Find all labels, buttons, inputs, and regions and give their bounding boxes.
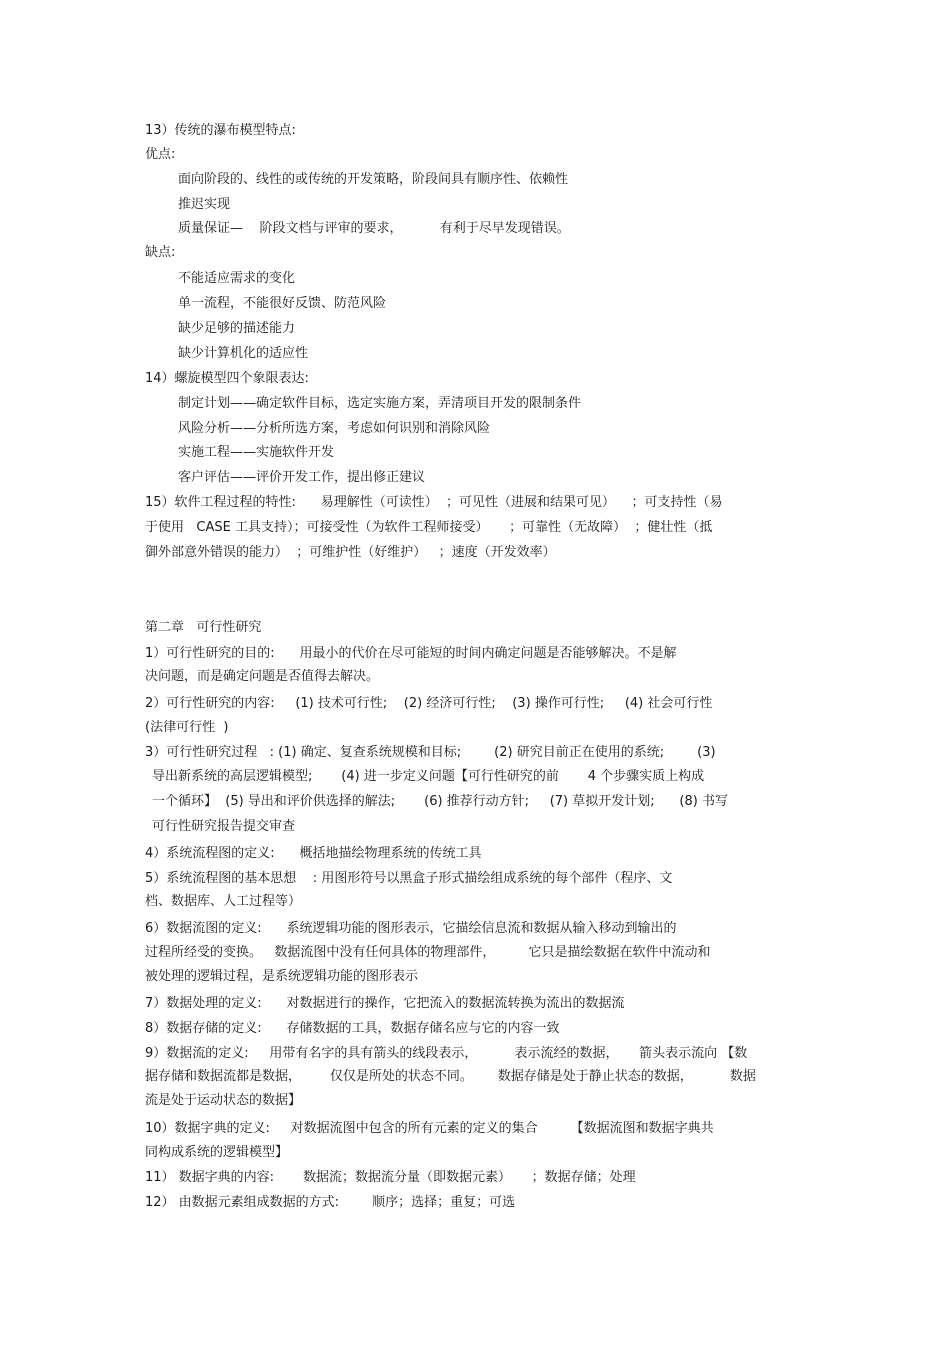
pro-item-2: 推迟实现 xyxy=(178,197,231,212)
paragraph-15-line-1: 15）软件工程过程的特性: 易理解性（可读性） ；可见性（进展和结果可见） ；可支持性（易 xyxy=(145,495,723,510)
item-5-line-1: 5）系统流程图的基本思想 : 用图形符号以黑盒子形式描绘组成系统的每个部件（程序、文 xyxy=(145,871,673,886)
spiral-item-1: 制定计划——确定软件目标，选定实施方案，弄清项目开发的限制条件 xyxy=(178,396,582,411)
item-3-line-4: 可行性研究报告提交审查 xyxy=(152,819,296,834)
spiral-item-3: 实施工程——实施软件开发 xyxy=(178,445,335,460)
item-6-line-2: 过程所经受的变换。 数据流图中没有任何具体的物理部件， 它只是描绘数据在软件中流动和 xyxy=(145,945,711,960)
item-4: 4）系统流程图的定义: 概括地描绘物理系统的传统工具 xyxy=(145,846,482,861)
spiral-item-4: 客户评估——评价开发工作，提出修正建议 xyxy=(178,470,426,485)
item-6-line-3: 被处理的逻辑过程，是系统逻辑功能的图形表示 xyxy=(145,969,419,984)
item-1-line-1: 1）可行性研究的目的: 用最小的代价在尽可能短的时间内确定问题是否能够解决。不是解 xyxy=(145,646,677,661)
item-6-line-1: 6）数据流图的定义: 系统逻辑功能的图形表示，它描绘信息流和数据从输入移动到输出的 xyxy=(145,921,677,936)
heading-13: 13）传统的瀑布模型特点: xyxy=(145,123,296,138)
item-1-line-2: 决问题，而是确定问题是否值得去解决。 xyxy=(145,669,380,684)
item-2-line-1: 2）可行性研究的内容: (1) 技术可行性; (2) 经济可行性; (3) 操作可行性; (4) 社会可行性 xyxy=(145,696,713,711)
item-9-line-1: 9）数据流的定义: 用带有名字的具有箭头的线段表示， 表示流经的数据， 箭头表示流向 【数 xyxy=(145,1046,748,1061)
heading-14: 14）螺旋模型四个象限表达: xyxy=(145,371,309,386)
spiral-item-2: 风险分析——分析所选方案，考虑如何识别和消除风险 xyxy=(178,421,491,436)
item-3-line-3: 一个循环】 (5) 导出和评价供选择的解法; (6) 推荐行动方针; (7) 草拟开发计划; (8) 书写 xyxy=(152,794,728,809)
chapter-title: 第二章 可行性研究 xyxy=(145,620,262,635)
label-cons: 缺点: xyxy=(145,245,176,260)
item-10-line-1: 10）数据字典的定义: 对数据流图中包含的所有元素的定义的集合 【数据流图和数据字典共 xyxy=(145,1121,714,1136)
pro-item-3: 质量保证— 阶段文档与评审的要求， 有利于尽早发现错误。 xyxy=(178,221,570,236)
con-item-2: 单一流程，不能很好反馈、防范风险 xyxy=(178,296,387,311)
item-11: 11） 数据字典的内容: 数据流；数据流分量（即数据元素） ；数据存储；处理 xyxy=(145,1170,636,1185)
item-12: 12） 由数据元素组成数据的方式: 顺序；选择；重复；可选 xyxy=(145,1195,516,1210)
item-3-line-2: 导出新系统的高层逻辑模型; (4) 进一步定义问题【可行性研究的前 4 个步骤实质上构成 xyxy=(152,769,705,784)
pro-item-1: 面向阶段的、线性的或传统的开发策略，阶段间具有顺序性、依赖性 xyxy=(178,172,569,187)
con-item-1: 不能适应需求的变化 xyxy=(178,271,296,286)
paragraph-15-line-2: 于使用 CASE 工具支持）；可接受性（为软件工程师接受） ；可靠性（无故障） ；健壮性（抵 xyxy=(145,520,713,535)
label-pros: 优点: xyxy=(145,147,176,162)
con-item-4: 缺少计算机化的适应性 xyxy=(178,346,309,361)
item-7: 7）数据处理的定义: 对数据进行的操作，它把流入的数据流转换为流出的数据流 xyxy=(145,996,625,1011)
item-3-line-1: 3）可行性研究过程 : (1) 确定、复查系统规模和目标; (2) 研究目前正在使用的系统; (3) xyxy=(145,745,716,760)
con-item-3: 缺少足够的描述能力 xyxy=(178,321,296,336)
paragraph-15-line-3: 御外部意外错误的能力） ；可维护性（好维护） ；速度（开发效率） xyxy=(145,545,556,560)
item-8: 8）数据存储的定义: 存储数据的工具，数据存储名应与它的内容一致 xyxy=(145,1021,560,1036)
item-9-line-3: 流是处于运动状态的数据】 xyxy=(145,1093,302,1108)
item-9-line-2: 据存储和数据流都是数据， 仅仅是所处的状态不同。 数据存储是处于静止状态的数据， 数据 xyxy=(145,1069,756,1084)
item-2-line-2: (法律可行性 ) xyxy=(145,720,229,735)
item-5-line-2: 档、数据库、人工过程等） xyxy=(145,894,302,909)
item-10-line-2: 同构成系统的逻辑模型】 xyxy=(145,1145,289,1160)
